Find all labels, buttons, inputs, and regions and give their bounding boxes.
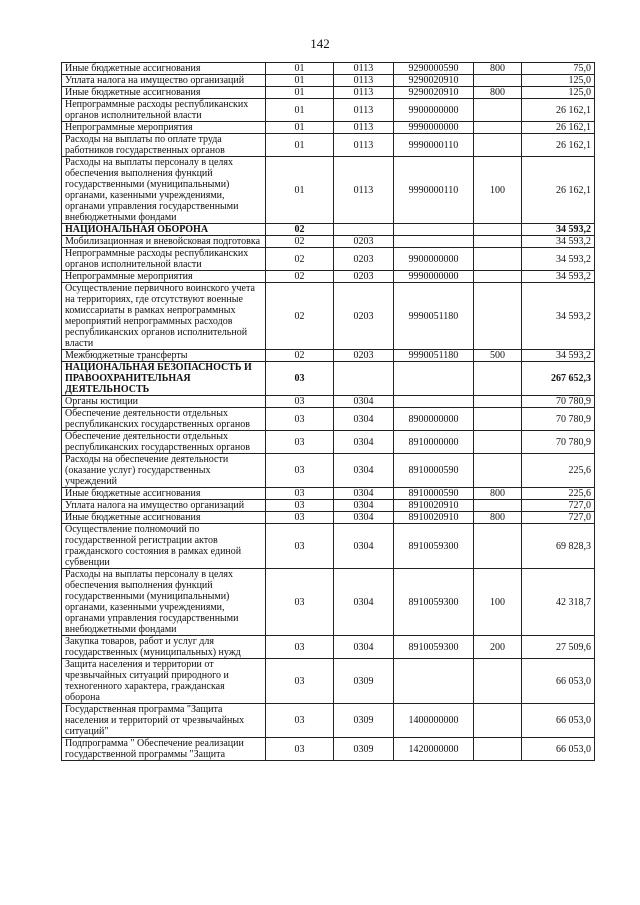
- table-row: [62, 488, 595, 500]
- row-target-article-code: 8910059300: [394, 636, 474, 659]
- row-section-code: 03: [266, 362, 334, 396]
- row-amount: 69 828,3: [522, 524, 595, 569]
- row-name: Защита населения и территории от чрезвычайных ситуаций природного и техногенного характера, гражданская оборона: [62, 659, 266, 704]
- row-subsection-code: 0304: [334, 488, 394, 500]
- row-section-code: 01: [266, 87, 334, 99]
- row-section-code: 02: [266, 236, 334, 248]
- row-target-article-code: 9990000000: [394, 122, 474, 134]
- row-section-code: 03: [266, 396, 334, 408]
- row-section-code: 03: [266, 636, 334, 659]
- table-row: [62, 99, 595, 122]
- row-target-article-code: [394, 396, 474, 408]
- row-name: Подпрограмма " Обеспечение реализации государственной программы "Защита: [62, 738, 266, 761]
- row-name: Расходы на выплаты по оплате труда работников государственных органов: [62, 134, 266, 157]
- row-amount: 125,0: [522, 87, 595, 99]
- row-subsection-code: 0304: [334, 636, 394, 659]
- row-name: Непрограммные расходы республиканских органов исполнительной власти: [62, 248, 266, 271]
- row-subsection-code: 0304: [334, 408, 394, 431]
- row-expense-type-code: [474, 283, 522, 350]
- table-row: [62, 75, 595, 87]
- row-section-code: 02: [266, 248, 334, 271]
- row-target-article-code: [394, 224, 474, 236]
- row-section-code: 03: [266, 659, 334, 704]
- row-expense-type-code: [474, 704, 522, 738]
- row-amount: 70 780,9: [522, 431, 595, 454]
- row-section-code: 03: [266, 738, 334, 761]
- row-section-code: 01: [266, 157, 334, 224]
- row-name: Иные бюджетные ассигнования: [62, 512, 266, 524]
- row-amount: 70 780,9: [522, 396, 595, 408]
- row-section-code: 03: [266, 704, 334, 738]
- row-expense-type-code: [474, 122, 522, 134]
- row-target-article-code: 8910020910: [394, 512, 474, 524]
- row-target-article-code: [394, 236, 474, 248]
- row-name: Непрограммные расходы республиканских органов исполнительной власти: [62, 99, 266, 122]
- row-subsection-code: 0113: [334, 63, 394, 75]
- row-amount: 26 162,1: [522, 122, 595, 134]
- row-subsection-code: 0304: [334, 569, 394, 636]
- row-subsection-code: 0304: [334, 431, 394, 454]
- table-row: [62, 636, 595, 659]
- row-section-code: 03: [266, 500, 334, 512]
- row-expense-type-code: 100: [474, 157, 522, 224]
- row-amount: 727,0: [522, 500, 595, 512]
- row-target-article-code: 8910020910: [394, 500, 474, 512]
- row-target-article-code: 1420000000: [394, 738, 474, 761]
- row-expense-type-code: [474, 362, 522, 396]
- row-name: Органы юстиции: [62, 396, 266, 408]
- row-target-article-code: 8900000000: [394, 408, 474, 431]
- row-expense-type-code: 200: [474, 636, 522, 659]
- row-target-article-code: 9900000000: [394, 248, 474, 271]
- row-expense-type-code: [474, 75, 522, 87]
- row-name: Непрограммные мероприятия: [62, 271, 266, 283]
- row-expense-type-code: [474, 524, 522, 569]
- page-number: 142: [310, 36, 330, 51]
- row-expense-type-code: [474, 659, 522, 704]
- row-target-article-code: 9290020910: [394, 75, 474, 87]
- row-amount: 34 593,2: [522, 350, 595, 362]
- row-amount: 34 593,2: [522, 236, 595, 248]
- row-name: Закупка товаров, работ и услуг для государственных (муниципальных) нужд: [62, 636, 266, 659]
- row-amount: 34 593,2: [522, 224, 595, 236]
- row-subsection-code: [334, 362, 394, 396]
- row-target-article-code: 8910000590: [394, 488, 474, 500]
- row-subsection-code: [334, 224, 394, 236]
- row-amount: 125,0: [522, 75, 595, 87]
- row-target-article-code: 9990051180: [394, 350, 474, 362]
- table-row: [62, 157, 595, 224]
- row-expense-type-code: 800: [474, 488, 522, 500]
- row-amount: 34 593,2: [522, 283, 595, 350]
- row-subsection-code: 0304: [334, 512, 394, 524]
- row-expense-type-code: [474, 99, 522, 122]
- row-amount: 34 593,2: [522, 248, 595, 271]
- row-subsection-code: 0203: [334, 271, 394, 283]
- row-expense-type-code: 800: [474, 87, 522, 99]
- row-amount: 66 053,0: [522, 738, 595, 761]
- row-section-code: 02: [266, 350, 334, 362]
- row-subsection-code: 0304: [334, 396, 394, 408]
- row-expense-type-code: [474, 236, 522, 248]
- row-expense-type-code: 800: [474, 63, 522, 75]
- table-row: [62, 704, 595, 738]
- row-name: Обеспечение деятельности отдельных республиканских государственных органов: [62, 408, 266, 431]
- table-row: [62, 283, 595, 350]
- row-amount: 26 162,1: [522, 134, 595, 157]
- table-row: [62, 248, 595, 271]
- table-row: [62, 659, 595, 704]
- table-row: [62, 396, 595, 408]
- row-target-article-code: 1400000000: [394, 704, 474, 738]
- table-row: [62, 63, 595, 75]
- table-row: [62, 236, 595, 248]
- table-row: [62, 362, 595, 396]
- table-row: [62, 524, 595, 569]
- table-row: [62, 408, 595, 431]
- row-expense-type-code: 500: [474, 350, 522, 362]
- table-row: [62, 350, 595, 362]
- row-name: Расходы на выплаты персоналу в целях обеспечения выполнения функций государственными (муниципальными) органами, казенными учреждениями, органами управления государственными внебюджетными фондами: [62, 157, 266, 224]
- row-name: Обеспечение деятельности отдельных республиканских государственных органов: [62, 431, 266, 454]
- row-amount: 66 053,0: [522, 704, 595, 738]
- table-row: [62, 569, 595, 636]
- row-target-article-code: 9990051180: [394, 283, 474, 350]
- table-row: [62, 122, 595, 134]
- row-name: Расходы на обеспечение деятельности (оказание услуг) государственных учреждений: [62, 454, 266, 488]
- row-subsection-code: 0309: [334, 738, 394, 761]
- row-section-code: 03: [266, 512, 334, 524]
- row-section-code: 02: [266, 271, 334, 283]
- row-amount: 26 162,1: [522, 157, 595, 224]
- row-subsection-code: 0309: [334, 704, 394, 738]
- row-target-article-code: 8910059300: [394, 524, 474, 569]
- row-name: Непрограммные мероприятия: [62, 122, 266, 134]
- table-row: [62, 271, 595, 283]
- row-expense-type-code: [474, 408, 522, 431]
- row-target-article-code: 8910059300: [394, 569, 474, 636]
- table-row: [62, 431, 595, 454]
- row-section-code: 03: [266, 524, 334, 569]
- row-subsection-code: 0113: [334, 134, 394, 157]
- row-amount: 34 593,2: [522, 271, 595, 283]
- row-section-code: 03: [266, 454, 334, 488]
- row-amount: 27 509,6: [522, 636, 595, 659]
- row-target-article-code: [394, 362, 474, 396]
- row-subsection-code: 0309: [334, 659, 394, 704]
- row-target-article-code: 9290020910: [394, 87, 474, 99]
- row-expense-type-code: [474, 248, 522, 271]
- row-target-article-code: 9990000110: [394, 157, 474, 224]
- table-row: [62, 500, 595, 512]
- row-amount: 75,0: [522, 63, 595, 75]
- table-row: [62, 224, 595, 236]
- row-name: Расходы на выплаты персоналу в целях обеспечения выполнения функций государственными (муниципальными) органами, казенными учреждениями, органами управления государственными внебюджетными фондами: [62, 569, 266, 636]
- row-subsection-code: 0304: [334, 454, 394, 488]
- row-subsection-code: 0113: [334, 122, 394, 134]
- row-subsection-code: 0203: [334, 236, 394, 248]
- row-name: Осуществление первичного воинского учета на территориях, где отсутствуют военные комиссариаты в рамках непрограммных мероприятий непрограммных расходов республиканских органов исполнительной власти: [62, 283, 266, 350]
- row-section-code: 02: [266, 283, 334, 350]
- row-target-article-code: [394, 659, 474, 704]
- row-section-code: 03: [266, 569, 334, 636]
- row-name: Уплата налога на имущество организаций: [62, 75, 266, 87]
- row-target-article-code: 9990000000: [394, 271, 474, 283]
- row-expense-type-code: [474, 271, 522, 283]
- row-name: Межбюджетные трансферты: [62, 350, 266, 362]
- row-expense-type-code: 800: [474, 512, 522, 524]
- row-section-code: 01: [266, 99, 334, 122]
- row-section-code: 01: [266, 75, 334, 87]
- row-section-code: 03: [266, 408, 334, 431]
- row-amount: 267 652,3: [522, 362, 595, 396]
- row-subsection-code: 0113: [334, 75, 394, 87]
- row-amount: 70 780,9: [522, 408, 595, 431]
- row-target-article-code: 8910000000: [394, 431, 474, 454]
- row-expense-type-code: [474, 738, 522, 761]
- row-section-code: 03: [266, 488, 334, 500]
- row-amount: 727,0: [522, 512, 595, 524]
- row-amount: 225,6: [522, 454, 595, 488]
- row-subsection-code: 0304: [334, 500, 394, 512]
- row-section-code: 01: [266, 63, 334, 75]
- row-subsection-code: 0203: [334, 350, 394, 362]
- row-name: Иные бюджетные ассигнования: [62, 488, 266, 500]
- row-amount: 42 318,7: [522, 569, 595, 636]
- row-name: Иные бюджетные ассигнования: [62, 63, 266, 75]
- row-name: Иные бюджетные ассигнования: [62, 87, 266, 99]
- row-amount: 225,6: [522, 488, 595, 500]
- row-name: НАЦИОНАЛЬНАЯ ОБОРОНА: [62, 224, 266, 236]
- row-amount: 66 053,0: [522, 659, 595, 704]
- row-section-code: 03: [266, 431, 334, 454]
- row-expense-type-code: [474, 396, 522, 408]
- row-expense-type-code: [474, 134, 522, 157]
- row-target-article-code: 8910000590: [394, 454, 474, 488]
- row-subsection-code: 0203: [334, 283, 394, 350]
- row-name: Осуществление полномочий по государственной регистрации актов гражданского состояния в рамках единой субвенции: [62, 524, 266, 569]
- table-row: [62, 134, 595, 157]
- row-amount: 26 162,1: [522, 99, 595, 122]
- table-row: [62, 87, 595, 99]
- table-row: [62, 512, 595, 524]
- row-target-article-code: 9290000590: [394, 63, 474, 75]
- row-target-article-code: 9990000110: [394, 134, 474, 157]
- row-subsection-code: 0304: [334, 524, 394, 569]
- row-section-code: 01: [266, 122, 334, 134]
- row-target-article-code: 9900000000: [394, 99, 474, 122]
- row-subsection-code: 0113: [334, 87, 394, 99]
- row-expense-type-code: [474, 500, 522, 512]
- table-row: [62, 738, 595, 761]
- row-name: Мобилизационная и вневойсковая подготовка: [62, 236, 266, 248]
- budget-table: [61, 62, 595, 761]
- row-expense-type-code: 100: [474, 569, 522, 636]
- row-expense-type-code: [474, 431, 522, 454]
- row-section-code: 02: [266, 224, 334, 236]
- row-section-code: 01: [266, 134, 334, 157]
- row-subsection-code: 0113: [334, 99, 394, 122]
- table-row: [62, 454, 595, 488]
- row-expense-type-code: [474, 224, 522, 236]
- row-subsection-code: 0113: [334, 157, 394, 224]
- row-name: НАЦИОНАЛЬНАЯ БЕЗОПАСНОСТЬ И ПРАВООХРАНИТЕЛЬНАЯ ДЕЯТЕЛЬНОСТЬ: [62, 362, 266, 396]
- row-subsection-code: 0203: [334, 248, 394, 271]
- row-expense-type-code: [474, 454, 522, 488]
- row-name: Государственная программа "Защита населения и территорий от чрезвычайных ситуаций": [62, 704, 266, 738]
- row-name: Уплата налога на имущество организаций: [62, 500, 266, 512]
